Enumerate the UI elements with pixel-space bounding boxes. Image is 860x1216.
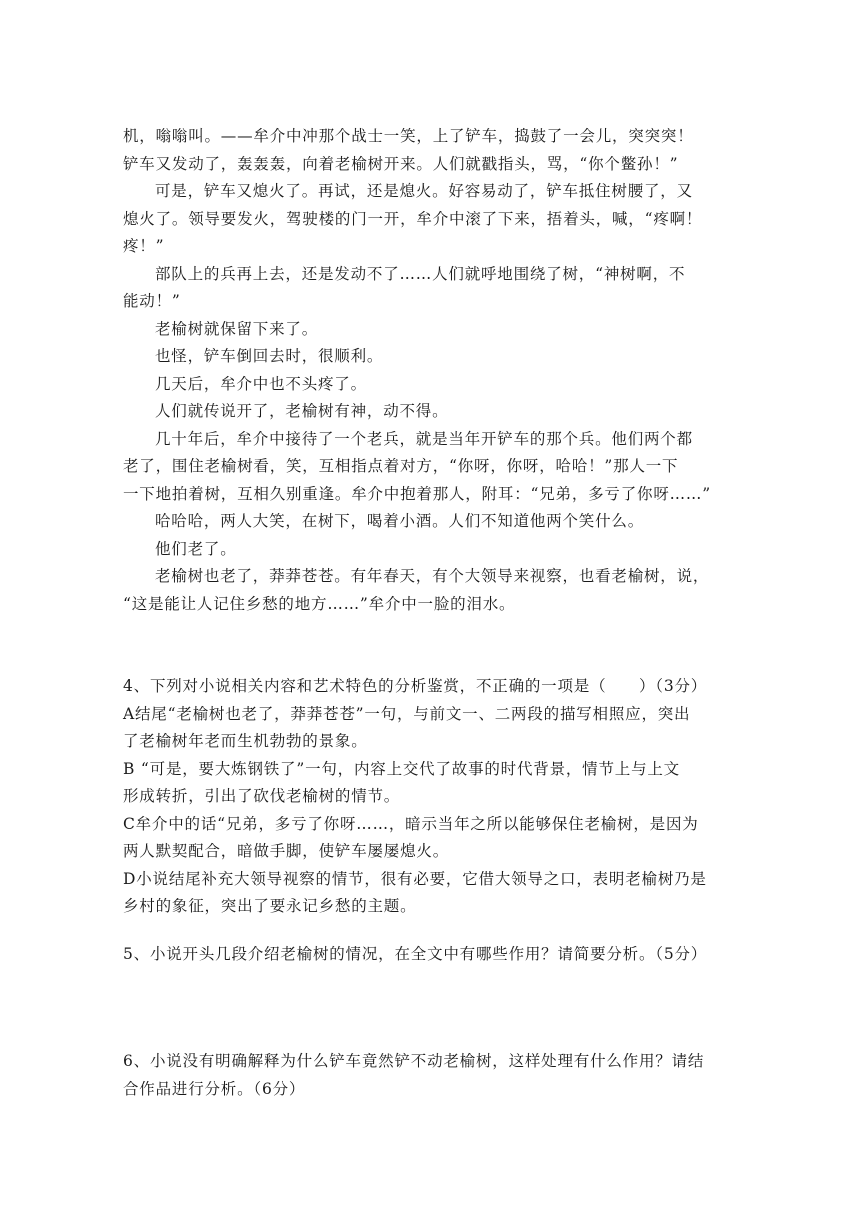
option-line: C牟介中的话“兄弟，多亏了你呀……，暗示当年之所以能够保住老榆树，是因为 (123, 814, 699, 833)
question-4 (123, 673, 743, 921)
answer-space (123, 968, 743, 1048)
option-line: A结尾“老榆树也老了，莽莽苍苍”一句，与前文一、二两段的描写相照应，突出 (123, 704, 691, 723)
option-line: B “可是，要大炼钢铁了”一句，内容上交代了故事的时代背景，情节上与上文 (123, 759, 680, 778)
story-line: 能动！” (123, 292, 181, 310)
story-line: 老榆树就保留下来了。 (155, 319, 319, 338)
story-line: 可是，铲车又熄火了。再试，还是熄火。好容易动了，铲车抵住树腰了，又 (155, 182, 693, 200)
question-6 (123, 1048, 743, 1103)
question-6-stem: 合作品进行分析。（6分） (123, 1079, 306, 1098)
story-line: 他们老了。 (155, 539, 237, 558)
option-line: 形成转折，引出了砍伐老榆树的情节。 (123, 787, 401, 805)
option-line: D小说结尾补充大领导视察的情节，很有必要，它借大领导之口，表明老榆树乃是 (123, 869, 707, 888)
option-line: 了老榆树年老而生机勃勃的景象。 (123, 732, 368, 750)
option-line: 乡村的象征，突出了要永记乡愁的主题。 (123, 897, 417, 915)
story-line: 人们就传说开了，老榆树有神，动不得。 (155, 402, 449, 420)
story-line: 也怪，铲车倒回去时，很顺利。 (155, 347, 384, 365)
option-line: 两人默契配合，暗做手脚，使铲车屡屡熄火。 (123, 842, 450, 860)
question-6-stem: 6、小说没有明确解释为什么铲车竟然铲不动老榆树，这样处理有什么作用？请结 (123, 1052, 705, 1070)
story-line: 老了，围住老榆树看，笑，互相指点着对方，“你呀，你呀，哈哈！”那人一下 (123, 457, 679, 475)
story-line: 几天后，牟介中也不头疼了。 (155, 374, 367, 393)
question-5 (123, 941, 743, 969)
story-line: 疼！” (123, 237, 165, 255)
question-4-stem: 4、下列对小说相关内容和艺术特色的分析鉴赏，不正确的一项是（ ）（3分） (123, 677, 708, 695)
option-b (123, 756, 743, 811)
option-a (123, 701, 743, 756)
story-line: 机，嗡嗡叫。——牟介中冲那个战士一笑，上了铲车，捣鼓了一会儿，突突突！ (123, 127, 694, 145)
option-d (123, 866, 743, 921)
story-line: 熄火了。领导要发火，驾驶楼的门一开，牟介中滚了下来，捂着头，喊，“疼啊！ (123, 209, 703, 228)
story-line: 部队上的兵再上去，还是发动不了……人们就呼地围绕了树，“神树啊，不 (155, 264, 686, 283)
story-excerpt (123, 123, 743, 618)
story-line: 铲车又发动了，轰轰轰，向着老榆树开来。人们就戳指头，骂，“你个鳖孙！” (123, 154, 679, 173)
story-line: “这是能让人记住乡愁的地方……”牟介中一脸的泪水。 (123, 594, 516, 613)
story-line: 一下地拍着树，互相久别重逢。牟介中抱着那人，附耳：“兄弟，多亏了你呀……” (123, 484, 711, 503)
story-line: 几十年后，牟介中接待了一个老兵，就是当年开铲车的那个兵。他们两个都 (155, 429, 693, 448)
option-c (123, 811, 743, 866)
question-5-stem: 5、小说开头几段介绍老榆树的情况，在全文中有哪些作用？请简要分析。（5分） (123, 944, 708, 963)
document-page (123, 123, 743, 1103)
story-line: 老榆树也老了，莽莽苍苍。有年春天，有个大领导来视察，也看老榆树，说， (155, 567, 710, 585)
story-line: 哈哈哈，两人大笑，在树下，喝着小酒。人们不知道他两个笑什么。 (155, 512, 645, 530)
